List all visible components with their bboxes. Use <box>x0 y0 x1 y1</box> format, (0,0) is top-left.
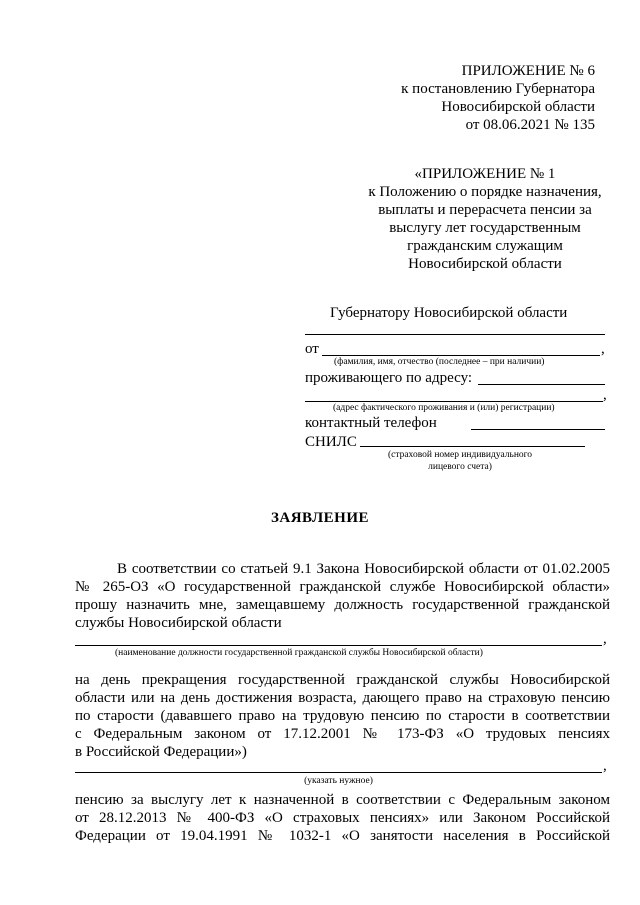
paragraph-line: В соответствии со статьей 9.1 Закона Новосибирской области от 01.02.2005 <box>117 561 610 577</box>
paragraph-line: от 28.12.2013 № 400-ФЗ «О страховых пенсиях» или Законом Российской <box>75 810 610 826</box>
paragraph-line: прошу назначить мне, замещавшему должность государственной гражданской <box>75 597 610 613</box>
snils-hint: лицевого счета) <box>428 462 492 472</box>
choice-field[interactable] <box>75 772 602 773</box>
appendix-date: от 08.06.2021 № 135 <box>465 117 595 133</box>
address-comma: , <box>603 387 607 403</box>
paragraph-line: с Федеральным законом от 17.12.2001 № 173-ФЗ «О трудовых пенсиях <box>75 726 610 742</box>
appendix-line: Новосибирской области <box>441 99 595 115</box>
from-comma: , <box>601 341 605 357</box>
paragraph-line: области или на день достижения возраста, дающего право на страховую пенсию <box>75 690 610 706</box>
address-label: проживающего по адресу: <box>305 370 473 386</box>
appendix-line: к постановлению Губернатора <box>401 81 595 97</box>
paragraph-line: в Российской Федерации») <box>75 744 247 760</box>
paragraph-line: на день прекращения государственной гражданской службы Новосибирской <box>75 672 610 688</box>
paragraph-line: по старости (дававшего право на трудовую пенсию по старости в соответствии <box>75 708 610 724</box>
position-field[interactable] <box>75 645 602 646</box>
position-hint: (наименование должности государственной гражданской службы Новосибирской области) <box>115 648 483 658</box>
snils-hint: (страховой номер индивидуального <box>387 450 533 460</box>
paragraph-line: службы Новосибирской области <box>75 615 282 631</box>
regulation-line: Новосибирской области <box>408 256 562 272</box>
snils-label: СНИЛС <box>305 434 357 450</box>
phone-field[interactable] <box>471 429 605 430</box>
phone-label: контактный телефон <box>305 415 437 431</box>
choice-comma: , <box>603 758 607 774</box>
address-field[interactable] <box>478 384 605 385</box>
from-label: от <box>305 341 319 357</box>
paragraph-line: Федерации от 19.04.1991 № 1032-1 «О занятости населения в Российской <box>75 828 610 844</box>
from-hint: (фамилия, имя, отчество (последнее – при наличии) <box>334 357 545 367</box>
appendix-title: ПРИЛОЖЕНИЕ № 6 <box>461 63 595 79</box>
regulation-title: «ПРИЛОЖЕНИЕ № 1 <box>414 166 556 182</box>
snils-field[interactable] <box>360 446 585 447</box>
paragraph-line: пенсию за выслугу лет к назначенной в соответствии с Федеральным законом <box>75 792 610 808</box>
choice-hint: (указать нужное) <box>304 776 373 786</box>
address-hint: (адрес фактического проживания и (или) регистрации) <box>333 403 555 413</box>
position-comma: , <box>603 631 607 647</box>
regulation-line: выслугу лет государственным <box>389 220 581 236</box>
addressee-to: Губернатору Новосибирской области <box>330 305 568 321</box>
paragraph-line: № 265-ОЗ «О государственной гражданской службе Новосибирской области» <box>75 579 610 595</box>
regulation-line: к Положению о порядке назначения, <box>368 184 602 200</box>
document-title: ЗАЯВЛЕНИЕ <box>270 510 370 526</box>
regulation-line: выплаты и перерасчета пенсии за <box>378 202 592 218</box>
regulation-line: гражданским служащим <box>407 238 563 254</box>
addressee-blank-line[interactable] <box>305 334 605 335</box>
